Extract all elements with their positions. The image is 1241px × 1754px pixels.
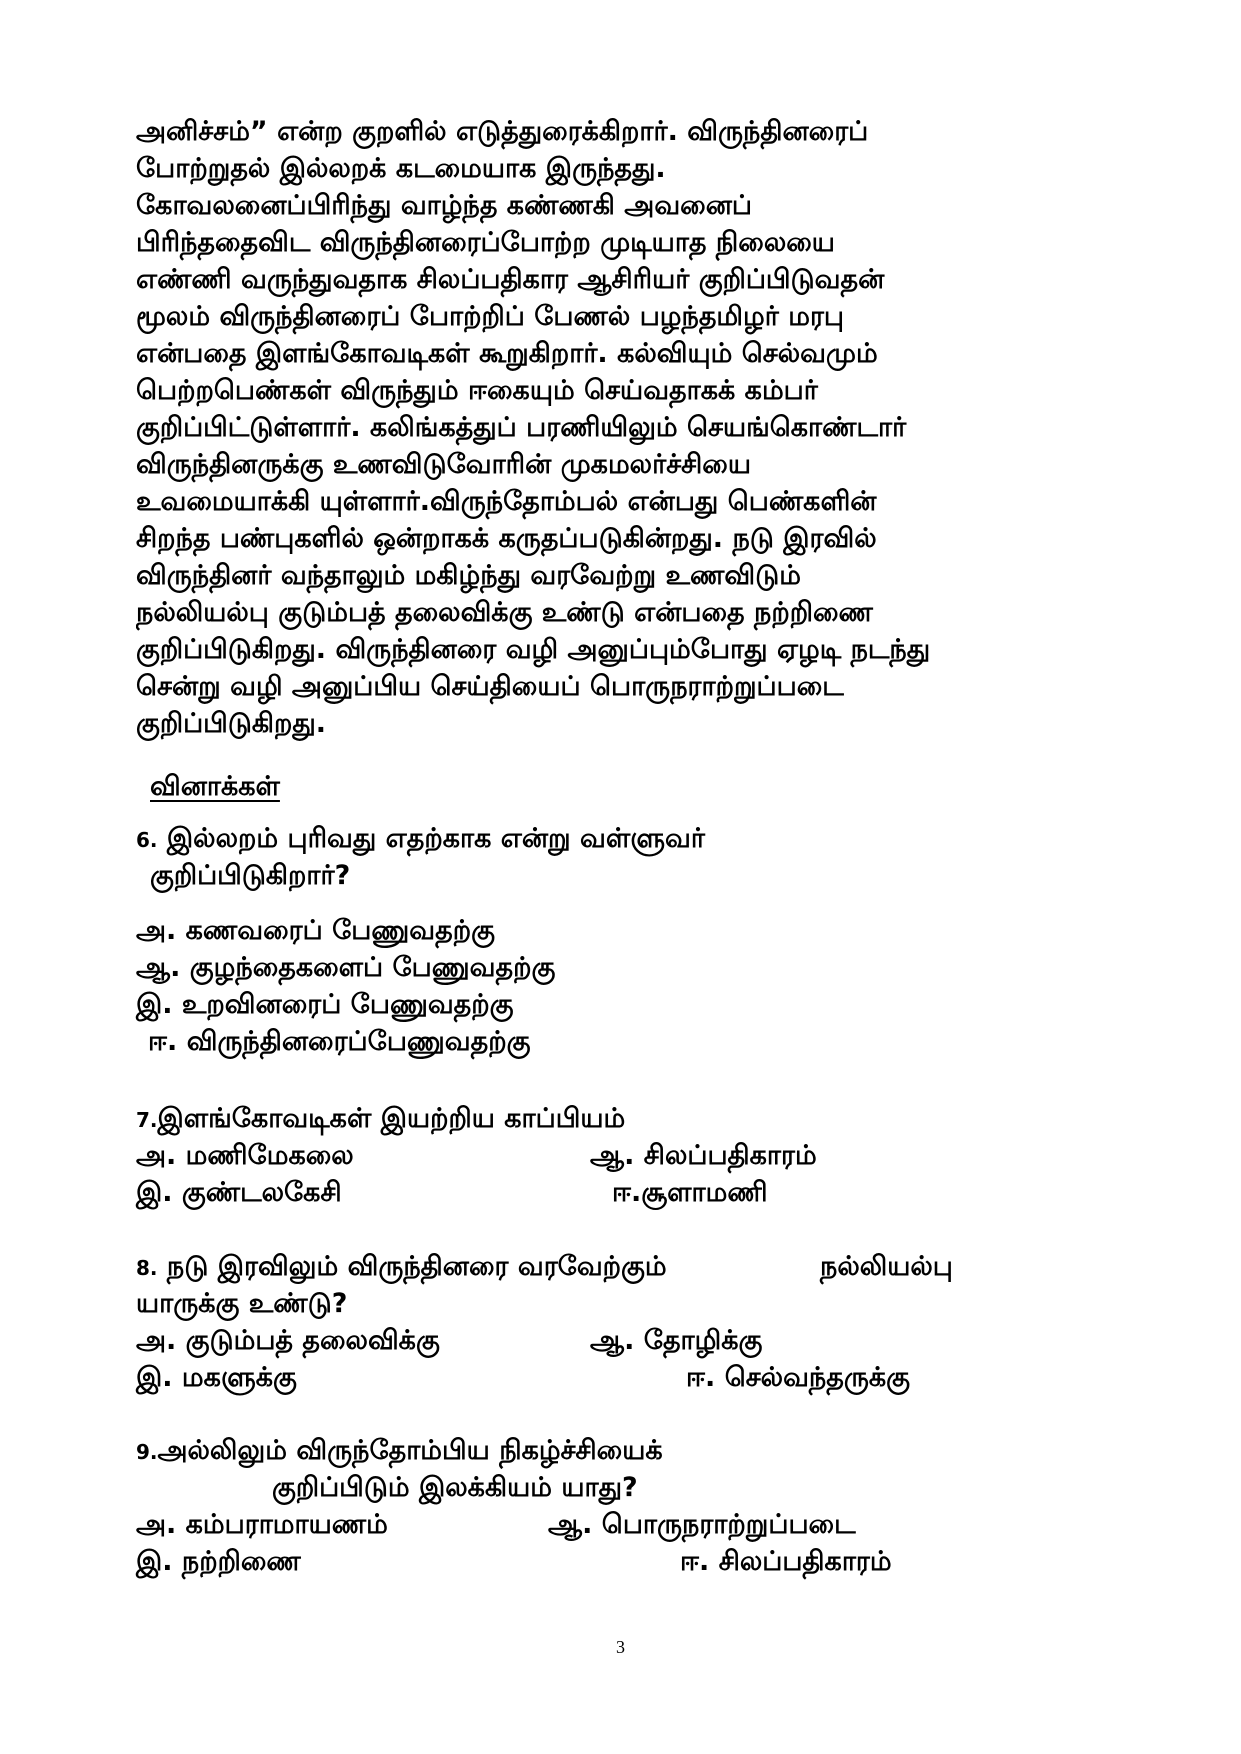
page-number: 3: [616, 1637, 625, 1657]
question-number: 6.: [136, 828, 158, 852]
question-6-continued: குறிப்பிடுகிறார்?: [150, 860, 351, 891]
option-aa: ஆ. சிலப்பதிகாரம்: [590, 1140, 817, 1171]
question-8: [136, 1248, 667, 1287]
option-i: இ. மகளுக்கு: [136, 1362, 297, 1393]
passage-line: மூலம் விருந்தினரைப் போற்றிப் பேணல் பழந்தமிழர் மரபு: [136, 301, 844, 332]
question-9-continued: குறிப்பிடும் இலக்கியம் யாது?: [272, 1472, 638, 1503]
question-number: 7.: [136, 1108, 158, 1132]
option-a: அ. குடும்பத் தலைவிக்கு: [136, 1325, 440, 1356]
passage-line: குறிப்பிடுகிறது.: [136, 708, 327, 739]
option-i: இ. குண்டலகேசி: [136, 1177, 342, 1208]
question-9: [136, 1432, 663, 1471]
passage-line: சென்று வழி அனுப்பிய செய்தியைப் பொருநராற்றுப்படை: [136, 671, 844, 702]
passage-line: அனிச்சம்” என்ற குறளில் எடுத்துரைக்கிறார். விருந்தினரைப்: [136, 116, 869, 147]
question-text: இல்லறம் புரிவது எதற்காக என்று வள்ளுவர்: [157, 823, 705, 854]
option-a: அ. கணவரைப் பேணுவதற்கு: [136, 915, 495, 946]
question-text: அல்லிலும் விருந்தோம்பிய நிகழ்ச்சியைக்: [157, 1435, 663, 1466]
passage-line: பெற்றபெண்கள் விருந்தும் ஈகையும் செய்வதாகக் கம்பர்: [136, 375, 818, 406]
passage-line: பிரிந்ததைவிட விருந்தினரைப்போற்ற முடியாத நிலையை: [136, 227, 835, 258]
passage-line: என்பதை இளங்கோவடிகள் கூறுகிறார். கல்வியும் செல்வமும்: [136, 338, 878, 369]
passage-line: விருந்தினருக்கு உணவிடுவோரின் முகமலர்ச்சியை: [136, 449, 751, 480]
question-number: 9.: [136, 1440, 158, 1464]
option-i: இ. உறவினரைப் பேணுவதற்கு: [136, 989, 514, 1020]
question-number: 8.: [136, 1256, 158, 1280]
question-8-tail: நல்லியல்பு: [820, 1251, 953, 1282]
option-aa: ஆ. தோழிக்கு: [590, 1325, 763, 1356]
passage-line: உவமையாக்கி யுள்ளார்.விருந்தோம்பல் என்பது பெண்களின்: [136, 486, 877, 517]
option-a: அ. மணிமேகலை: [136, 1140, 354, 1171]
question-8-continued: யாருக்கு உண்டு?: [136, 1288, 348, 1319]
option-i: இ. நற்றிணை: [136, 1546, 301, 1577]
option-ii: ஈ. விருந்தினரைப்பேணுவதற்கு: [148, 1026, 531, 1057]
option-a: அ. கம்பராமாயணம்: [136, 1509, 388, 1540]
question-text: இளங்கோவடிகள் இயற்றிய காப்பியம்: [157, 1103, 626, 1134]
option-aa: ஆ. பொருநராற்றுப்படை: [548, 1509, 856, 1540]
question-7: [136, 1100, 625, 1139]
passage-line: குறிப்பிடுகிறது. விருந்தினரை வழி அனுப்பும்போது ஏழடி நடந்து: [136, 634, 931, 665]
option-ii: ஈ.சூளாமணி: [612, 1177, 768, 1208]
question-text: நடு இரவிலும் விருந்தினரை வரவேற்கும்: [157, 1251, 667, 1282]
passage-line: கோவலனைப்பிரிந்து வாழ்ந்த கண்ணகி அவனைப்: [136, 190, 752, 221]
option-ii: ஈ. சிலப்பதிகாரம்: [680, 1546, 892, 1577]
question-6: [136, 820, 705, 859]
passage-line: குறிப்பிட்டுள்ளார். கலிங்கத்துப் பரணியிலும் செயங்கொண்டார்: [136, 412, 907, 443]
questions-heading: வினாக்கள்: [150, 771, 280, 802]
passage-line: சிறந்த பண்புகளில் ஒன்றாகக் கருதப்படுகின்றது. நடு இரவில்: [136, 523, 877, 554]
passage-line: நல்லியல்பு குடும்பத் தலைவிக்கு உண்டு என்பதை நற்றிணை: [136, 597, 873, 628]
option-aa: ஆ. குழந்தைகளைப் பேணுவதற்கு: [136, 952, 556, 983]
passage-line: விருந்தினர் வந்தாலும் மகிழ்ந்து வரவேற்று உணவிடும்: [136, 560, 801, 591]
passage-line: எண்ணி வருந்துவதாக சிலப்பதிகார ஆசிரியர் குறிப்பிடுவதன்: [136, 264, 885, 295]
passage-line: போற்றுதல் இல்லறக் கடமையாக இருந்தது.: [136, 153, 666, 184]
option-ii: ஈ. செல்வந்தருக்கு: [686, 1362, 910, 1393]
